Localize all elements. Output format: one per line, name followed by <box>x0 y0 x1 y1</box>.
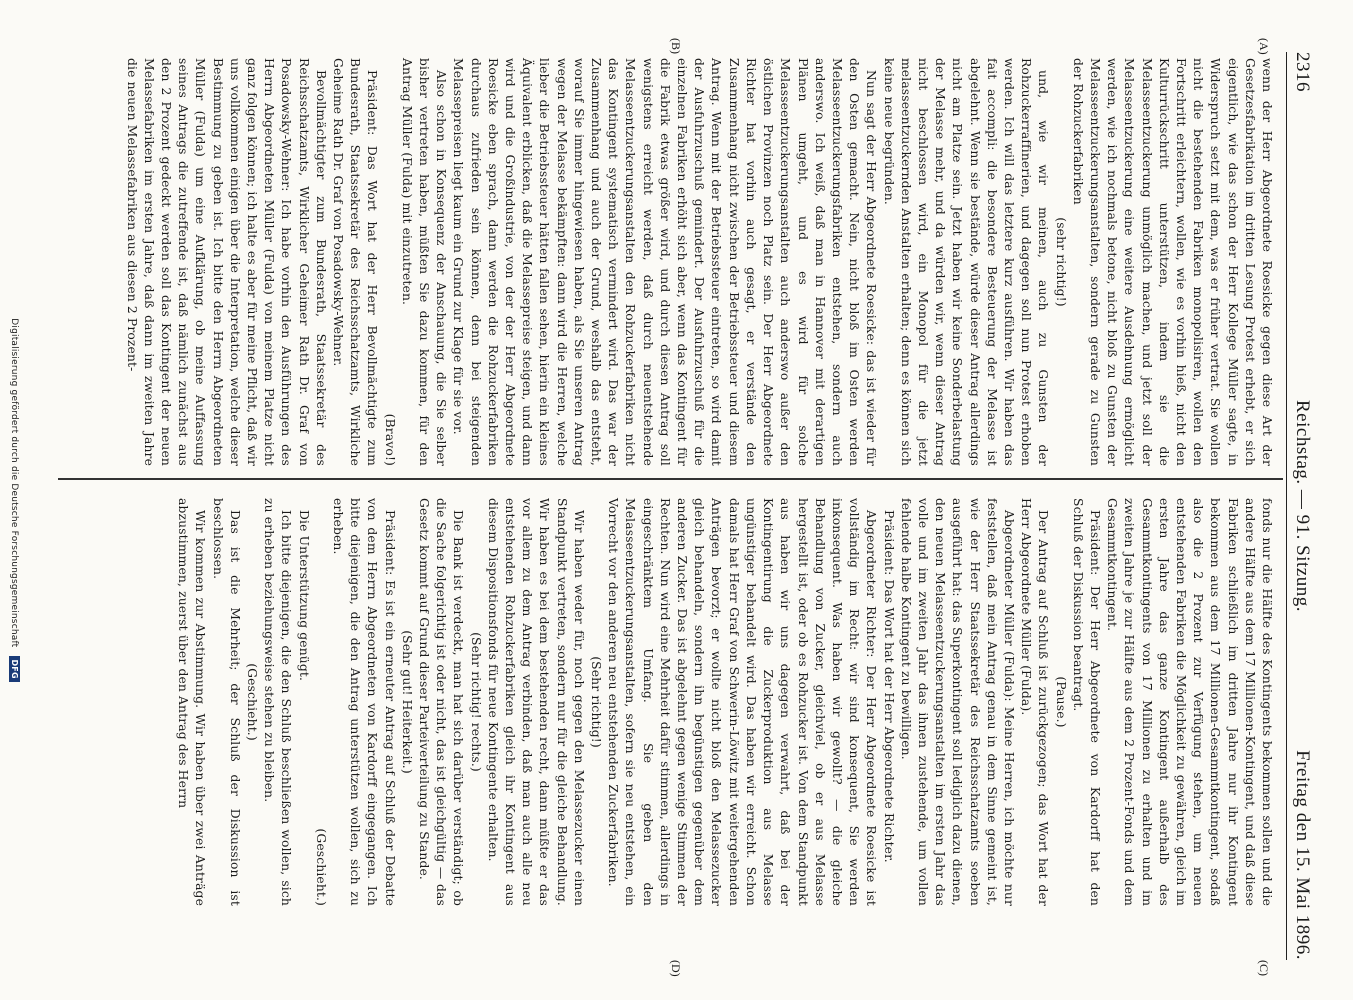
paragraph: und, wie wir meinen, auch zu Gunsten der Rohzuckerraffinerien, und dagegen soll nun Protest erhoben werden. Ich will das letztere kurz ausführen. Wir haben das fait accompli: die besondere Besteuerung der Melasse ist abgelehnt. Wenn sie bestände, würde dieser Antrag allerdings nicht am Platze sein. Jetzt haben wir keine Sonderbelastung der Melasse mehr, und da würden wir, wenn dieser Antrag nicht beschlossen wird, ein Monopol für die jetzt melasseentzuckernden Anstalten erhalten; denn es können sich keine neue begründen. <box>881 58 1051 466</box>
paragraph: Präsident: Das Wort hat der Herr Bevollmächtigte zum Bundesrath, Staatssekretär des Reichsschatzamts, Wirkliche Geheime Rath Dr. Graf von Posadowsky-Wehner. <box>331 58 380 466</box>
paragraph: fonds nur die Hälfte des Kontingents bekommen sollen und die andere Hälfte aus dem 17 Millionen-Kontingent, und daß diese Fabriken schließlich im dritten Jahre nur ihr Kontingent bekommen aus dem 17 Millionen-Gesammtkontingent, sodaß also die 2 Prozent zur Verfügung stehen, um neuen entstehenden Fabriken die Möglichkeit zu gewähren, gleich im ersten Jahre das ganze Kontingent außerhalb des Gesammtkontingents von 17 Millionen zu erhalten und im zweiten Jahre je zur Hälfte aus dem 2 Prozent-Fonds und dem Gesammtkontingent. <box>1105 498 1274 906</box>
applause-note: (Geschieht.) <box>313 828 328 906</box>
session-title: Reichstag. — 91. Sitzung. <box>1292 400 1313 612</box>
paragraph: Die Bank ist verdeckt, man hat sich darüber verständigt; ob die Sache folgerichtig ist oder nicht, das ist gleichgültig — das Gesetz kommt auf Grund dieser Parteiverteilung zu Stande. <box>417 498 466 906</box>
paragraph: Bevollmächtigter zum Bundesrath, Staatssekretär des Reichsschatzamts, Wirklicher Geheimer Rath Dr. Graf von Posadowsky-Wehner: Ich habe vorhin den Ausführungen des Herrn Abgeordneten Müller (Fulda) von meinem Platze nicht ganz folgen können; ich halte es aber für meine Pflicht, daß wir uns vollkommen einigen über die Interpretation, welche dieser Bestimmung zu geben ist. Ich bitte den Herrn Abgeordneten Müller (Fulda) um eine Aufklärung, ob meine Auffassung seines Antrags die zutreffende ist, daß nämlich zunächst aus den 2 Prozent gedeckt werden soll das Kontingent der neuen Melassefabriken im ersten Jahre, daß dann im zweiten Jahre die neuen Melassefabriken aus diesen 2 Prozent- <box>124 58 328 466</box>
applause-note: (Sehr gut! Heiterkeit.) <box>399 630 414 774</box>
marker-c: (C) <box>1257 960 1271 976</box>
session-date: Freitag den 15. Mai 1896. <box>1292 750 1313 960</box>
paragraph: Präsident: Es ist ein erneuter Antrag auf Schluß der Debatte von dem Herrn Abgeordneten von Kardorff eingegangen. Ich bitte diejenigen, die den Antrag unterstützen wollen, sich zu erheben. <box>331 498 397 906</box>
column-divider <box>58 478 1283 480</box>
paragraph: Das ist die Mehrheit; der Schluß der Diskussion ist beschlossen. <box>210 498 242 906</box>
applause-note: (Pause.) <box>1053 676 1068 728</box>
paragraph: wenn der Herr Abgeordnete Roesicke gegen diese Art der Gesetzesfabrikation im dritten Lesung Protest erhebt, er sich eigentlich, wie das schon der Herr Kollege Müller sagte, in Widerspruch setzt mit dem, was er früher vertrat. Sie wollen nicht die bestehenden Fabriken monopolisiren, wollen den Fortschritt erleichtern, wollen, wie es vorhin hieß, nicht den Kulturrückschritt unterstützen, indem sie die Melasseentzuckerung unmöglich machen, und jetzt soll der Melasseentzuckerung eine weitere Ausdehnung ermöglicht werden, wie ich nochmals betone, nicht bloß zu Gunsten der Melasseentzuckerungsanstalten, sondern gerade zu Gunsten der Rohzuckerfabriken <box>1070 58 1274 466</box>
applause-note: (sehr richtig!) <box>1053 217 1068 307</box>
paragraph: Wir kommen zur Abstimmung. Wir haben über zwei Anträge abzustimmen, zuerst über den Antrag des Herrn <box>176 498 208 906</box>
dfg-logo: DFG <box>9 656 20 681</box>
footer-text: Digitalisierung gefördert durch die Deutsche Forschungsgemeinschaft <box>9 318 19 648</box>
marker-d: (D) <box>669 960 683 977</box>
paragraph: Präsident: Das Wort hat der Herr Abgeordnete Richter. <box>881 510 896 863</box>
paragraph: Nun sagt der Herr Abgeordnete Roesicke: das ist wieder für den Osten gemacht. Nein, nicht bloß im Osten werden Melasseentzuckerungsfabriken entstehen, sondern auch anderswo. Ich weiß, daß man in Hannover mit derartigen Plänen umgeht, und es wird für solche Melasseentzuckerungsanstalten auch anderswo außer den östlichen Provinzen noch Platz sein. Der Herr Abgeordnete Richter hat vorhin auch gesagt, er verstände den Zusammenhang nicht zwischen der Betriebssteuer und diesem Antrag. Wenn mit der Betriebssteuer eintreten, so wird damit der Ausfuhrzuschuß gemindert. Der Ausfuhrzuschuß für die einzelnen Fabriken erhöht sich aber, wenn das Kontingent für die Fabrik etwas größer wird, und durch diesen Antrag soll wenigstens erreicht werden, daß durch neuentstehende Melasseentzuckerungsanstalten den Rohzuckerfabriken nicht das Kontingent systematisch vermindert wird. Das war der Zusammenhang und auch der Grund, weshalb das entsteht, worauf Sie immer hingewiesen haben, als Sie unseren Antrag wegen der Melasse bekämpften: dann wird die Herren, welche lieber die Betriebssteuer hätten fallen sehen, hierin ein kleines Äquivalent erblicken, daß die Melassepreise steigen, und dann wird und die Großindustrie, von der der Herr Abgeordnete Roesicke eben sprach, dann werden die Rohzuckerfabriken durchaus zufrieden sein können, denn bei steigenden Melassepreisen liegt kaum ein Grund zur Klage für sie vor. <box>451 58 879 466</box>
page-header <box>1286 52 1321 960</box>
applause-note: (Sehr richtig! rechts.) <box>468 632 483 772</box>
dfg-footer <box>9 0 20 1000</box>
applause-note: (Bravo!) <box>382 413 397 466</box>
marker-b: (B) <box>669 38 683 54</box>
paragraph: Der Antrag auf Schluß ist zurückgezogen; das Wort hat der Herr Abgeordnete Müller (Fulda). <box>1019 498 1051 906</box>
applause-note: (Sehr richtig!) <box>589 656 604 748</box>
paragraph: Abgeordneter Müller (Fulda): Meine Herren, ich möchte nur feststellen, daß mein Antrag genau in dem Sinne gemeint ist, wie der Herr Staatssekretär des Reichsschatzamts soeben ausgeführt hat: das Superkontingent soll lediglich dazu dienen, den neuen Melasseentzuckerungsanstalten im ersten Jahr das volle und im zweiten Jahr das ihnen zustehende, um vollen fehlende halbe Kontingent zu bewilligen. <box>898 498 1016 906</box>
paragraph: Also schon in Konsequenz der Anschauung, die Sie selber bisher vertreten haben, müßten Sie dazu kommen, für den Antrag Müller (Fulda) mit einzutreten. <box>399 58 449 466</box>
paragraph: Abgeordneter Richter: Der Herr Abgeordnete Roesicke ist vollständig im Recht: wir sind konsequent, Sie werden inkonsequent. Was haben wir gewollt? — die gleiche Behandlung von Zucker, gleichviel, ob er aus Melasse hergestellt ist, oder ob es Rohzucker ist. Von dem Standpunkt aus haben wir uns dagegen verwahrt, daß bei der Kontingentirung die Zuckerproduktion aus Melasse ungünstiger behandelt wird. Das haben wir erreicht. Schon damals hat Herr Graf von Schwerin-Löwitz mit weitergehenden Anträgen bevorzt; er wollte nicht bloß den Melassezucker gleich behandeln, sondern ihn begünstigen gegenüber dem anderen Zucker. Das ist abgelehnt gegen wenige Stimmen der Rechten. Nun wird eine Mehrheit dafür stimmen, allerdings in eingeschränktem Umfang. Sie geben den Melasseentzuckerungsanstalten, sofern sie neu entstehen, ein Vorrecht vor den anderen neu entstehenden Zuckerfabriken. <box>606 498 879 906</box>
paragraph: Ich bitte diejenigen, die den Schluß beschließen wollen, sich zu erheben beziehungsweise stehen zu bleiben. <box>262 498 294 906</box>
paragraph: Die Unterstützung genügt. <box>296 510 311 682</box>
applause-note: (Geschieht.) <box>245 663 260 741</box>
paragraph: Wir haben weder für, noch gegen den Melassezucker einen Standpunkt vertreten, sondern nur für die gleiche Behandlung. Wir haben es bei dem bestehenden recht, dann müßte er das vor allem zu dem Antrag verbinden, daß man auch alle neu entstehenden Rohzuckerfabriken gleich ihr Kontingent aus diesem Dispositionsfonds für neue Kontingente erhalten. <box>485 498 586 906</box>
page-number: 2316 <box>1292 52 1313 92</box>
right-column <box>174 498 1275 906</box>
left-column <box>122 58 1275 466</box>
paragraph: Präsident: Der Herr Abgeordnete von Kardorff hat den Schluß der Diskussion beantragt. <box>1070 498 1102 906</box>
marker-a: (A) <box>1257 38 1271 55</box>
